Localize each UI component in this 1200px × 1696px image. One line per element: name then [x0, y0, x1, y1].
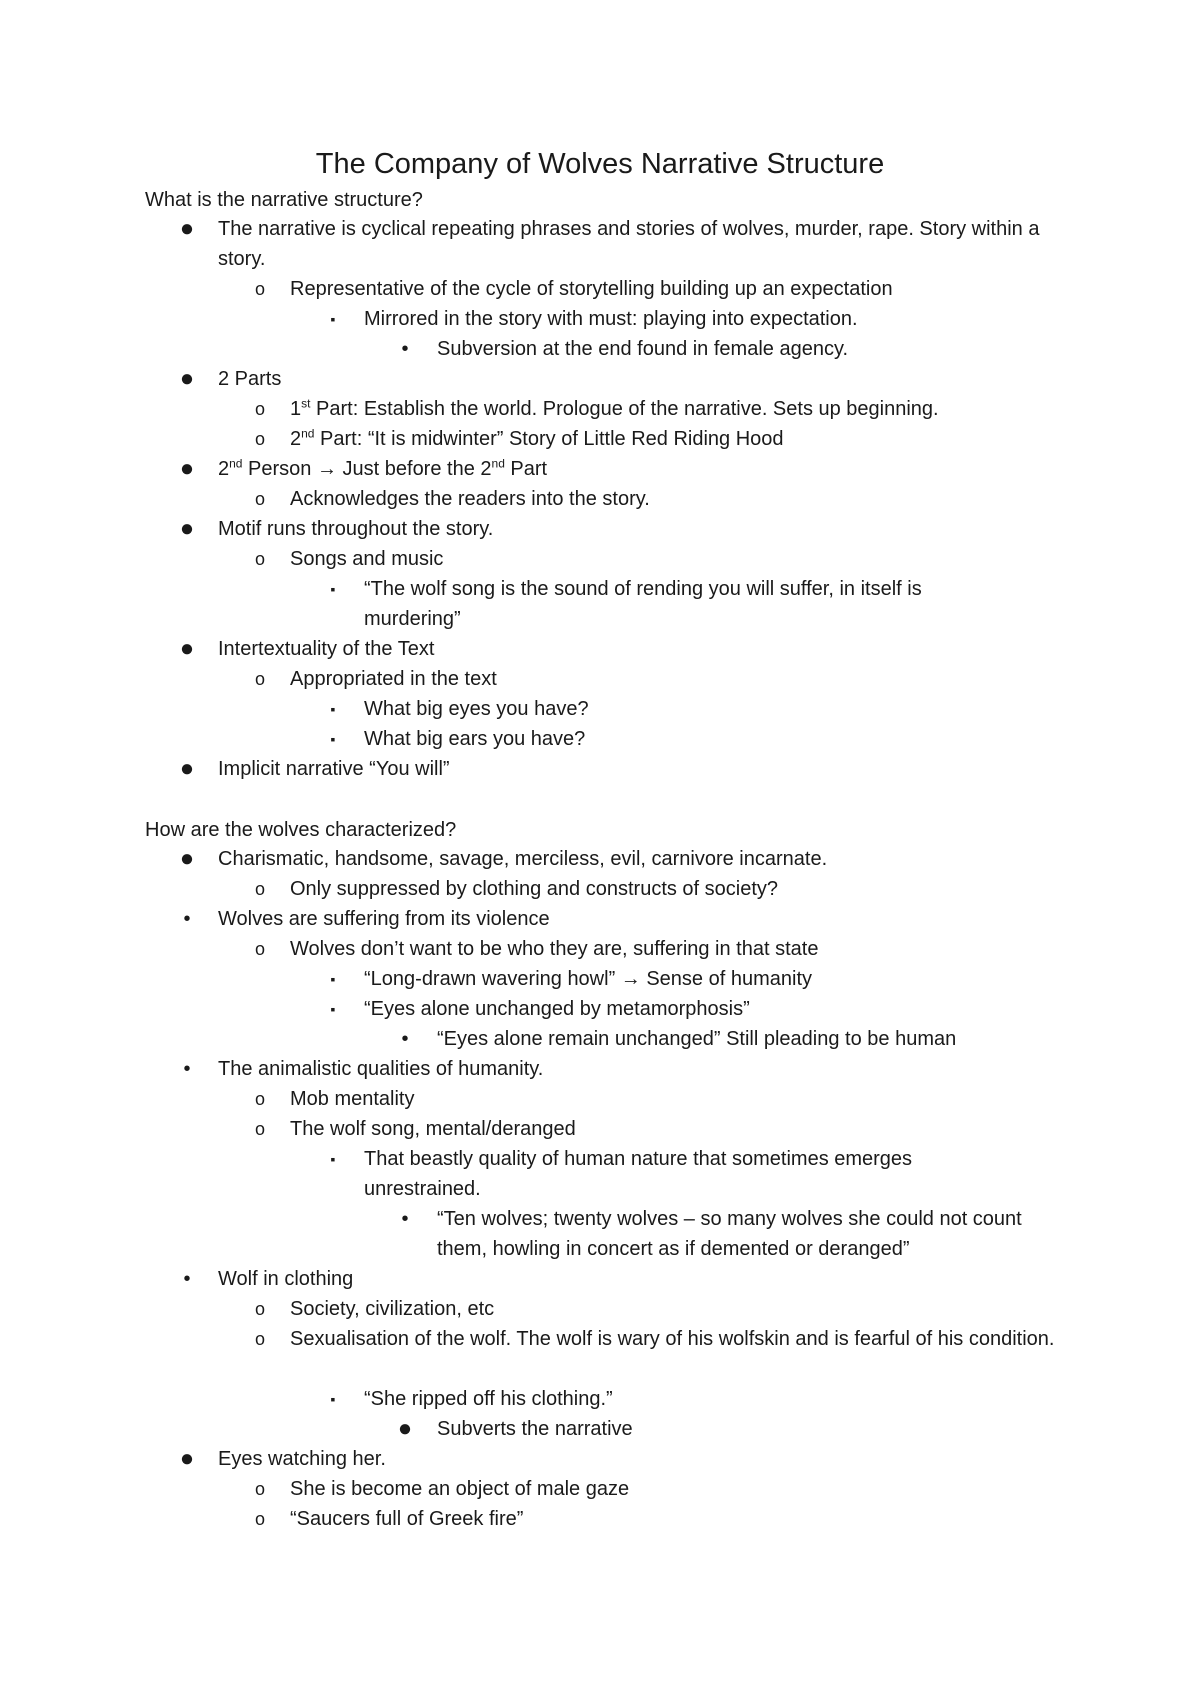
- bullet-marker: •: [401, 338, 409, 360]
- bullet-marker: o: [254, 429, 265, 449]
- bullet-marker: o: [254, 669, 265, 689]
- section-heading: How are the wolves characterized?: [145, 819, 457, 841]
- list-item: “She ripped off his clothing.”: [364, 1388, 613, 1410]
- bullet-marker: ▪: [330, 581, 336, 597]
- bullet-marker: o: [254, 1299, 265, 1319]
- bullet-marker: ●: [179, 215, 195, 242]
- list-item: Wolf in clothing: [218, 1268, 354, 1290]
- list-item: “Eyes alone unchanged by metamorphosis”: [364, 998, 750, 1020]
- bullet-marker: ●: [179, 1445, 195, 1472]
- list-item: Only suppressed by clothing and constructs of society?: [290, 878, 779, 900]
- list-item: Motif runs throughout the story.: [218, 518, 494, 540]
- bullet-marker: o: [254, 1479, 265, 1499]
- list-item: “The wolf song is the sound of rending you will suffer, in itself is murdering”: [364, 578, 922, 630]
- bullet-marker: o: [254, 1329, 265, 1349]
- list-item: Mob mentality: [290, 1088, 415, 1110]
- list-item: “Eyes alone remain unchanged” Still pleading to be human: [437, 1028, 957, 1050]
- bullet-marker: ▪: [330, 1001, 336, 1017]
- bullet-marker: ●: [179, 455, 195, 482]
- bullet-marker: ●: [179, 635, 195, 662]
- bullet-marker: o: [254, 1119, 265, 1139]
- section-heading: What is the narrative structure?: [145, 189, 423, 211]
- bullet-marker: ●: [179, 365, 195, 392]
- list-item: “Ten wolves; twenty wolves – so many wolves she could not count them, howling in concert as if demented or deranged”: [437, 1208, 1022, 1260]
- bullet-marker: ▪: [330, 1151, 336, 1167]
- bullet-marker: ●: [397, 1415, 413, 1442]
- bullet-marker: ●: [179, 515, 195, 542]
- bullet-marker: o: [254, 1509, 265, 1529]
- bullet-marker: •: [183, 1058, 191, 1080]
- list-item: Subverts the narrative: [437, 1418, 633, 1440]
- list-item: Acknowledges the readers into the story.: [290, 488, 650, 510]
- bullet-marker: ●: [179, 845, 195, 872]
- list-item: 2 Parts: [218, 368, 282, 390]
- list-item: Mirrored in the story with must: playing into expectation.: [364, 308, 858, 330]
- bullet-marker: ●: [179, 755, 195, 782]
- bullet-marker: o: [254, 1089, 265, 1109]
- bullet-marker: ▪: [330, 1391, 336, 1407]
- list-item: “Saucers full of Greek fire”: [290, 1508, 524, 1530]
- list-item: What big ears you have?: [364, 728, 586, 750]
- list-item: Charismatic, handsome, savage, merciless, evil, carnivore incarnate.: [218, 848, 828, 870]
- bullet-marker: •: [401, 1208, 409, 1230]
- list-item: Eyes watching her.: [218, 1448, 386, 1470]
- bullet-marker: •: [401, 1028, 409, 1050]
- bullet-marker: o: [254, 939, 265, 959]
- list-item: The wolf song, mental/deranged: [290, 1118, 576, 1140]
- list-item: What big eyes you have?: [364, 698, 589, 720]
- list-item: That beastly quality of human nature that sometimes emerges unrestrained.: [364, 1148, 913, 1200]
- bullet-marker: ▪: [330, 311, 336, 327]
- bullet-marker: o: [254, 399, 265, 419]
- bullet-marker: ▪: [330, 731, 336, 747]
- list-item: Sexualisation of the wolf. The wolf is wary of his wolfskin and is fearful of his condition.: [290, 1328, 1055, 1350]
- list-item: Representative of the cycle of storytelling building up an expectation: [290, 278, 893, 300]
- list-item: She is become an object of male gaze: [290, 1478, 630, 1500]
- list-item: 2nd Part: “It is midwinter” Story of Little Red Riding Hood: [290, 426, 784, 450]
- document-title: The Company of Wolves Narrative Structure: [315, 148, 885, 180]
- list-item: Wolves are suffering from its violence: [218, 908, 550, 930]
- bullet-marker: o: [254, 879, 265, 899]
- list-item: Songs and music: [290, 548, 444, 570]
- bullet-marker: o: [254, 489, 265, 509]
- list-item: Subversion at the end found in female agency.: [437, 338, 849, 360]
- bullet-marker: •: [183, 1268, 191, 1290]
- list-item: Wolves don’t want to be who they are, suffering in that state: [290, 938, 819, 960]
- list-item: Appropriated in the text: [290, 668, 497, 690]
- bullet-marker: •: [183, 908, 191, 930]
- bullet-marker: o: [254, 549, 265, 569]
- bullet-marker: ▪: [330, 701, 336, 717]
- list-item: “Long-drawn wavering howl” → Sense of humanity: [364, 968, 812, 990]
- list-item: Intertextuality of the Text: [218, 638, 435, 660]
- list-item: The animalistic qualities of humanity.: [218, 1058, 544, 1080]
- list-item: 1st Part: Establish the world. Prologue of the narrative. Sets up beginning.: [290, 396, 939, 420]
- bullet-marker: ▪: [330, 971, 336, 987]
- list-item: Society, civilization, etc: [290, 1298, 495, 1320]
- bullet-marker: o: [254, 279, 265, 299]
- list-item: 2nd Person → Just before the 2nd Part: [218, 456, 548, 480]
- list-item: The narrative is cyclical repeating phrases and stories of wolves, murder, rape. Story within a story.: [218, 218, 1040, 270]
- list-item: Implicit narrative “You will”: [218, 758, 450, 780]
